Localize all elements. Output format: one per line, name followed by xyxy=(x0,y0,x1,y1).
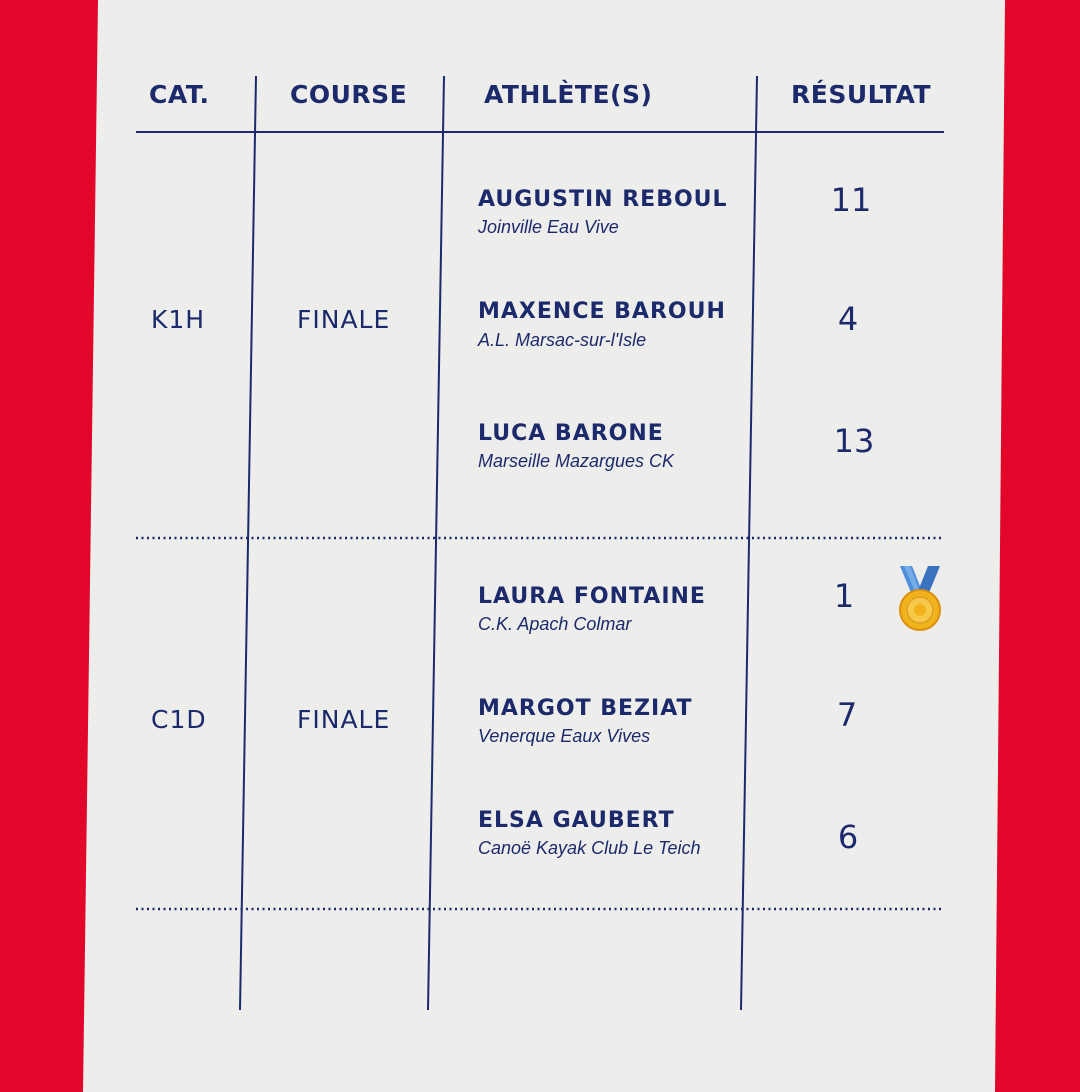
athlete-result: 1 xyxy=(833,577,855,615)
athlete-name: MARGOT BEZIAT xyxy=(478,696,693,721)
course-cell: FINALE xyxy=(297,705,391,734)
header-cat: CAT. xyxy=(149,80,210,109)
category-cell: K1H xyxy=(151,305,206,334)
athlete-result: 13 xyxy=(833,422,875,460)
athlete-name: LAURA FONTAINE xyxy=(478,584,706,609)
athlete-club: Joinville Eau Vive xyxy=(478,217,619,237)
athlete-club: Marseille Mazargues CK xyxy=(478,451,675,471)
athlete-club: C.K. Apach Colmar xyxy=(478,614,632,634)
athlete-result: 4 xyxy=(837,300,859,338)
header-athletes: ATHLÈTE(S) xyxy=(484,80,653,109)
header-course: COURSE xyxy=(290,80,408,109)
athlete-name: AUGUSTIN REBOUL xyxy=(478,187,728,212)
athlete-result: 11 xyxy=(830,181,872,219)
athlete-club: Canoë Kayak Club Le Teich xyxy=(478,838,701,858)
athlete-club: Venerque Eaux Vives xyxy=(478,726,651,746)
paper-background xyxy=(83,0,1005,1092)
header-result: RÉSULTAT xyxy=(791,80,931,109)
course-cell: FINALE xyxy=(297,305,391,334)
athlete-name: LUCA BARONE xyxy=(478,421,664,446)
athlete-name: MAXENCE BAROUH xyxy=(478,299,726,324)
gold-medal-icon xyxy=(892,562,948,638)
category-cell: C1D xyxy=(151,705,207,734)
athlete-result: 7 xyxy=(836,696,858,734)
athlete-name: ELSA GAUBERT xyxy=(478,808,675,833)
athlete-result: 6 xyxy=(837,818,859,856)
athlete-club: A.L. Marsac-sur-l'Isle xyxy=(478,330,647,350)
